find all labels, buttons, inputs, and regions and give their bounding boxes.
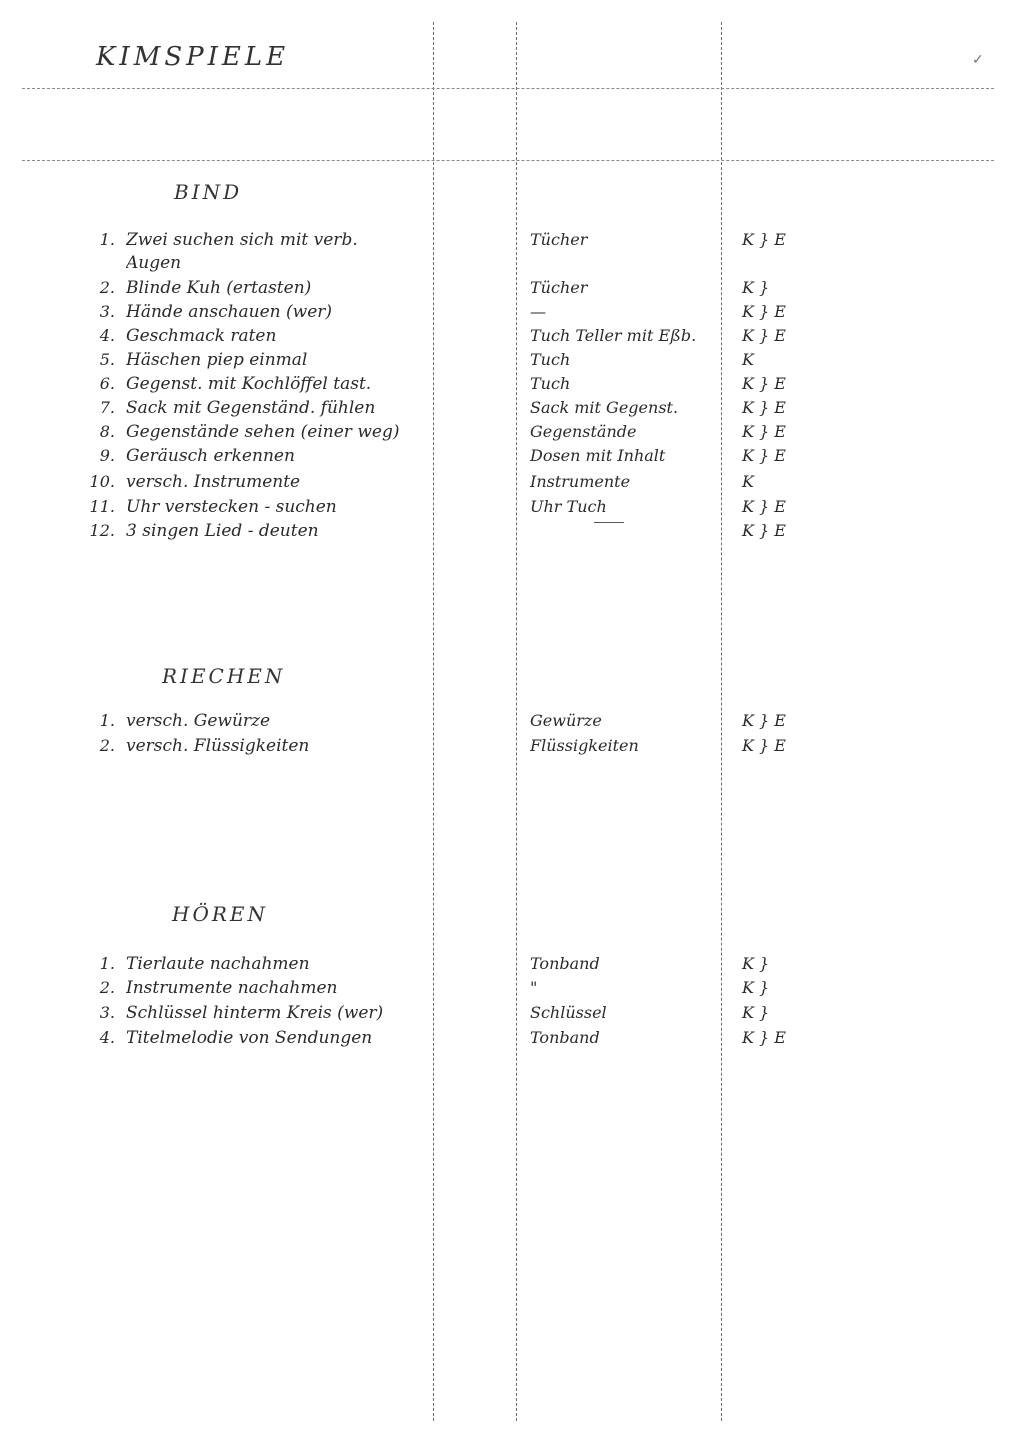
item-text: Hände anschauen (wer) [126, 302, 333, 322]
item-number: 1. [99, 711, 115, 730]
item-mark: K } E [742, 446, 786, 465]
item-material: Dosen mit Inhalt [530, 446, 666, 465]
item-mark: K } E [742, 422, 786, 441]
list-item [0, 278, 1024, 301]
item-material: Tücher [530, 278, 588, 297]
item-mark: K } E [742, 302, 786, 321]
item-material: Schlüssel [530, 1003, 607, 1022]
item-text: Zwei suchen sich mit verb. [126, 230, 358, 250]
item-material: Flüssigkeiten [530, 736, 639, 755]
item-mark: K } E [742, 1028, 786, 1047]
check-mark-icon: ✓ [972, 52, 984, 68]
item-number: 10. [89, 472, 115, 491]
list-item [0, 978, 1024, 1001]
item-mark: K [742, 472, 754, 491]
item-text: Geschmack raten [126, 326, 277, 346]
item-number: 1. [99, 954, 115, 973]
item-material: Tonband [530, 1028, 600, 1047]
item-number: 12. [89, 521, 115, 540]
page-title: KIMSPIELE [96, 42, 290, 72]
item-number: 11. [89, 497, 115, 516]
list-item [0, 326, 1024, 349]
item-mark: K } E [742, 326, 786, 345]
item-text: Häschen piep einmal [126, 350, 308, 370]
item-text: Tierlaute nachahmen [126, 954, 310, 974]
item-text: Titelmelodie von Sendungen [126, 1028, 373, 1048]
item-number: 4. [99, 326, 115, 345]
item-material: Tuch [530, 374, 571, 393]
list-item [0, 230, 1024, 253]
section-title-riechen: RIECHEN [162, 664, 286, 688]
item-number: 4. [99, 1028, 115, 1047]
item-number: 8. [99, 422, 115, 441]
item-material: Instrumente [530, 472, 631, 491]
item-material: " [530, 978, 538, 997]
item-text: versch. Instrumente [126, 472, 301, 492]
item-text: Sack mit Gegenständ. fühlen [126, 398, 376, 418]
header-rule-top [22, 88, 994, 89]
item-mark: K } E [742, 374, 786, 393]
item-text: Instrumente nachahmen [126, 978, 338, 998]
list-item [0, 1003, 1024, 1026]
item-mark: K } [742, 954, 770, 973]
item-text: Augen [126, 253, 182, 273]
item-number: 3. [99, 302, 115, 321]
list-item [0, 422, 1024, 445]
list-item [0, 446, 1024, 469]
list-item [0, 497, 1024, 520]
list-item [0, 472, 1024, 495]
item-material: Tücher [530, 230, 588, 249]
item-number: 6. [99, 374, 115, 393]
item-mark: K } E [742, 736, 786, 755]
item-text: versch. Gewürze [126, 711, 271, 731]
item-mark: K } [742, 1003, 770, 1022]
item-text: versch. Flüssigkeiten [126, 736, 310, 756]
list-item [0, 302, 1024, 325]
item-number: 3. [99, 1003, 115, 1022]
item-text: Gegenstände sehen (einer weg) [126, 422, 400, 442]
item-material: Tuch Teller mit Eßb. [530, 326, 697, 345]
item-mark: K } E [742, 497, 786, 516]
section-title-hoeren: HÖREN [172, 902, 268, 926]
item-number: 9. [99, 446, 115, 465]
header-rule-bottom [22, 160, 994, 161]
item-text: Blinde Kuh (ertasten) [126, 278, 312, 298]
item-material: — [530, 302, 546, 321]
item-text: 3 singen Lied - deuten [126, 521, 319, 541]
list-item [0, 736, 1024, 759]
item-material: Gegenstände [530, 422, 637, 441]
item-number: 1. [99, 230, 115, 249]
item-material: Tonband [530, 954, 600, 973]
item-material: Gewürze [530, 711, 602, 730]
item-material: Sack mit Gegenst. [530, 398, 679, 417]
list-item [0, 350, 1024, 373]
item-mark: K } E [742, 230, 786, 249]
item-mark: K } [742, 278, 770, 297]
item-material: Tuch [530, 350, 571, 369]
item-mark: K } E [742, 521, 786, 540]
item-mark: K } E [742, 398, 786, 417]
list-item [0, 398, 1024, 421]
item-mark: K [742, 350, 754, 369]
list-item [0, 374, 1024, 397]
section-title-blind: BIND [174, 180, 243, 204]
list-item [0, 253, 1024, 276]
list-item [0, 1028, 1024, 1051]
item-mark: K } [742, 978, 770, 997]
item-number: 2. [99, 978, 115, 997]
item-mark: K } E [742, 711, 786, 730]
list-item [0, 711, 1024, 734]
item-text: Gegenst. mit Kochlöffel tast. [126, 374, 372, 394]
item-number: 2. [99, 278, 115, 297]
item-text: Schlüssel hinterm Kreis (wer) [126, 1003, 384, 1023]
item-text: Uhr verstecken - suchen [126, 497, 337, 517]
item-number: 7. [99, 398, 115, 417]
item-material: Uhr Tuch [530, 497, 607, 516]
item-number: 5. [99, 350, 115, 369]
list-item [0, 521, 1024, 544]
item-number: 2. [99, 736, 115, 755]
list-item [0, 954, 1024, 977]
item-text: Geräusch erkennen [126, 446, 295, 466]
